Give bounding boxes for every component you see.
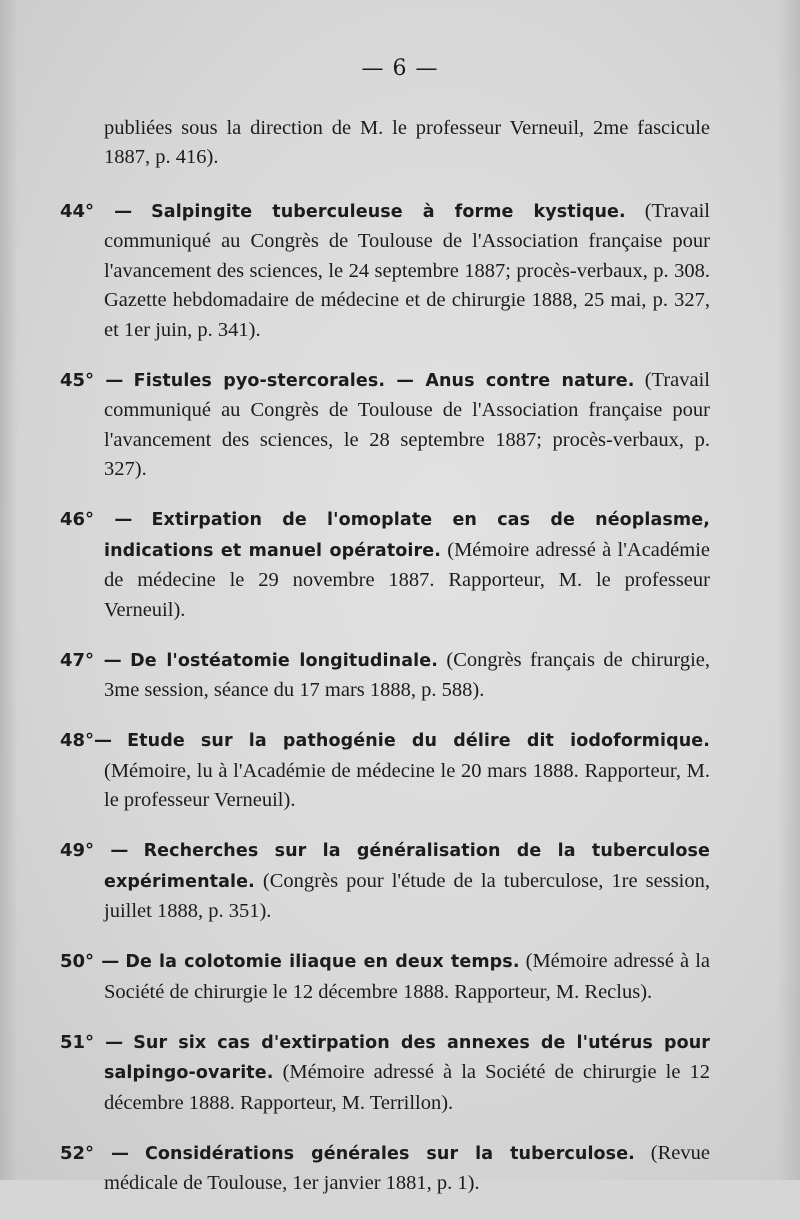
- entry-title: De la colotomie iliaque en deux temps.: [125, 952, 520, 972]
- bibliography-entry-52: [60, 1139, 710, 1199]
- entry-number: 48°—: [60, 730, 113, 751]
- entry-title: Extirpation de l'omoplate en cas de néoplasme, indications et manuel opératoire.: [104, 510, 710, 561]
- entry-number: 49° —: [60, 840, 129, 861]
- bibliography-list: [60, 93, 710, 1219]
- entry-text: (Mémoire adressé à l'Académie de médecine le 29 novembre 1887. Rapporteur, M. le professeur Verneuil).: [104, 538, 710, 621]
- bibliography-entry-46: [60, 505, 710, 625]
- entry-text: (Travail communiqué au Congrès de Toulouse de l'Association française pour l'avancement des sciences, le 28 septembre 1887; procès-verbaux, p. 327).: [104, 368, 710, 480]
- entry-text: (Revue médicale de Toulouse, 1er janvier 1881, p. 1).: [104, 1141, 710, 1194]
- entry-number: 52° —: [60, 1142, 130, 1164]
- entry-title: Salpingite tuberculeuse à forme kystique.: [151, 201, 626, 222]
- bibliography-entry-51: [60, 1028, 710, 1119]
- entry-title: De l'ostéatomie longitudinale.: [130, 650, 438, 671]
- entry-title: Recherches sur la généralisation de la tuberculose expérimentale.: [104, 841, 710, 892]
- continuation-paragraph: publiées sous la direction de M. le professeur Verneuil, 2me fascicule 1887, p. 416).: [104, 116, 710, 168]
- entry-number: 45° —: [60, 369, 124, 391]
- bibliography-entry-45: [60, 366, 710, 485]
- entry-text: (Travail communiqué au Congrès de Toulouse de l'Association française pour l'avancement des sciences, le 24 septembre 1887; procès-verbaux, p. 308. Gazette hebdomadaire de médecine et de chirurgie 1888, 25 mai, p. 327, et 1er juin, p. 341).: [104, 199, 710, 341]
- entry-title: Considérations générales sur la tuberculose.: [144, 1143, 635, 1164]
- entry-number: 51° —: [60, 1031, 124, 1053]
- page-shadow-right: [778, 0, 800, 1180]
- bibliography-entry-47: [60, 646, 710, 706]
- entry-text: (Mémoire adressé à la Société de chirurgie le 12 décembre 1888. Rapporteur, M. Reclus).: [104, 950, 710, 1003]
- bibliography-entry-48: [60, 726, 710, 816]
- page-shadow-left: [0, 0, 18, 1180]
- bibliography-entry-44: [60, 197, 710, 346]
- entry-number: 46° —: [60, 509, 133, 530]
- entry-title: Fistules pyo-stercorales. — Anus contre nature.: [133, 370, 635, 391]
- entry-text: (Congrès pour l'étude de la tuberculose, 1re session, juillet 1888, p. 351).: [104, 869, 710, 922]
- entry-title: Sur six cas d'extirpation des annexes de l'utérus pour salpingo-ovarite.: [104, 1032, 711, 1083]
- entry-number: 44° —: [60, 200, 133, 222]
- bibliography-entry-49: [60, 836, 710, 927]
- entry-text: (Mémoire adressé à la Société de chirurgie le 12 décembre 1888. Rapporteur, M. Terrillon).: [104, 1061, 711, 1114]
- entry-number: 50° —: [60, 951, 120, 972]
- page-number: — 6 —: [361, 56, 439, 81]
- entry-number: 47° —: [60, 649, 122, 671]
- entry-text: (Mémoire, lu à l'Académie de médecine le 20 mars 1888. Rapporteur, M. le professeur Verneuil).: [104, 759, 710, 811]
- bibliography-entry-50: [60, 947, 710, 1007]
- entry-text: (Congrès français de chirurgie, 3me session, séance du 17 mars 1888, p. 588).: [104, 648, 710, 701]
- entry-title: Etude sur la pathogénie du délire dit iodoformique.: [127, 731, 711, 751]
